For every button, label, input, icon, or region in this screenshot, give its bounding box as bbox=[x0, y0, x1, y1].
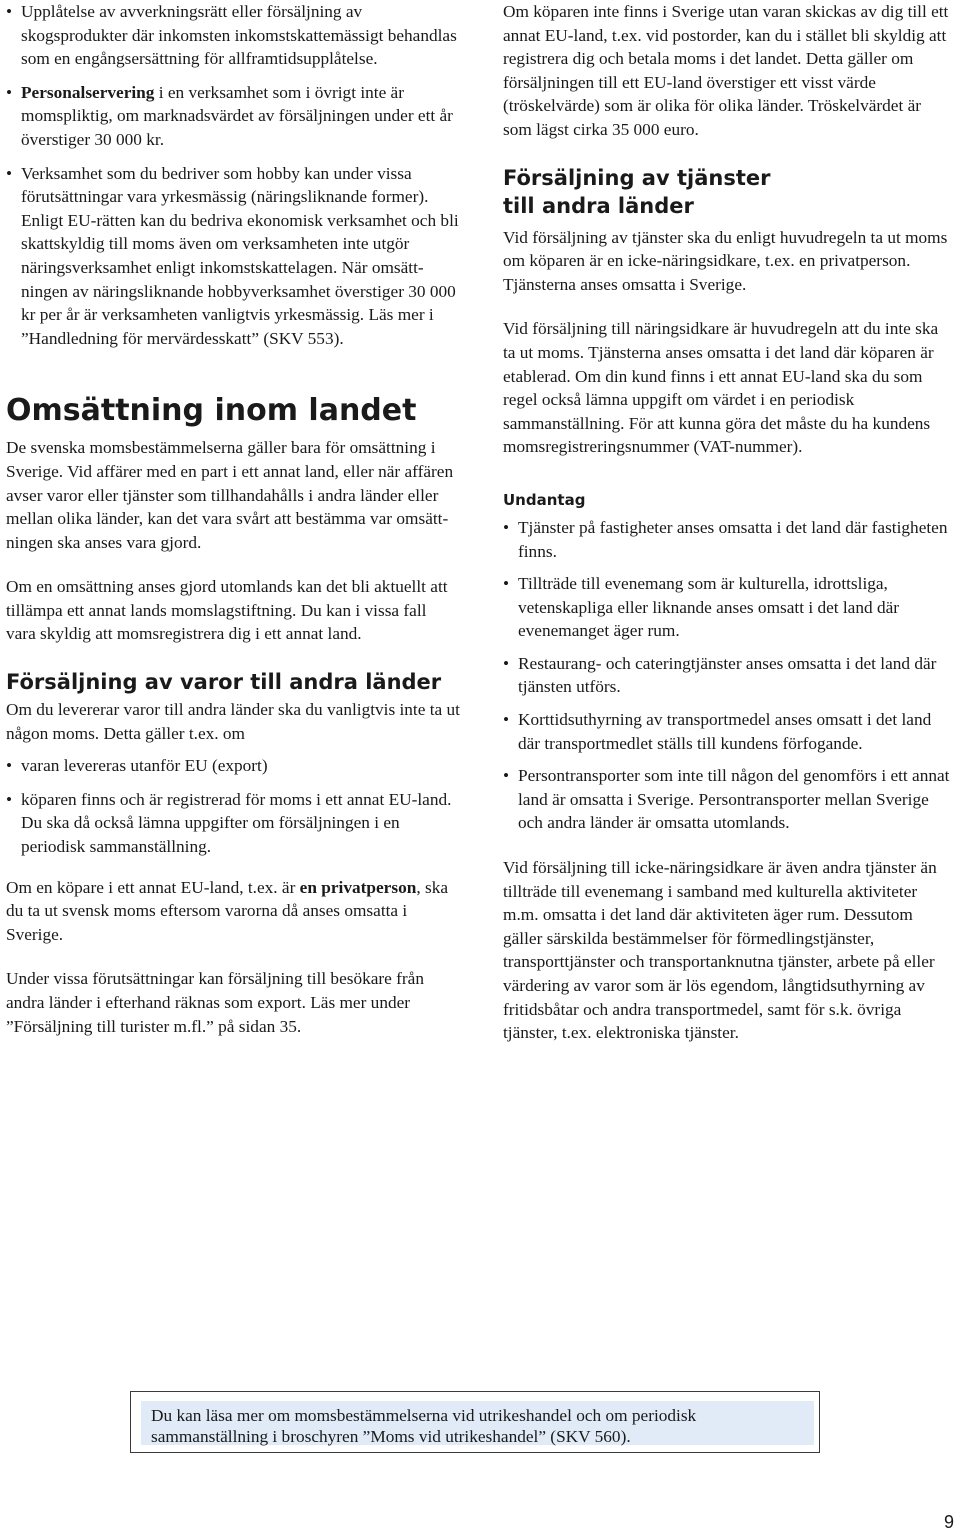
list-item: • Verksamhet som du bedriver som hobby kan under vissa förutsättningar vara yrkesmässig (näringsliknande former). Enligt EU-rätten kan du bedriva ekonomisk verksamhet och bli skattskyldig till moms även om verksamheten inte utgör näringsverksamhet enligt inkomstskattelagen. När omsättningen av näringsliknande hobbyverksamhet överstiger 30 000 kr per år är verksamheten vanligtvis yrkesmässig. Läs mer i ”Handledning för mervärdesskatt” (SKV 553). bbox=[6, 162, 460, 351]
services-heading: Försäljning av tjänster till andra länder bbox=[503, 165, 771, 218]
info-box bbox=[130, 1391, 820, 1453]
paragraph: Om köparen inte finns i Sverige utan varan skickas av dig till ett annat EU-land, t.ex. vid postorder, kan du i stället bli skyldig att registrera dig och betala moms i det landet. Detta gäller om försäljningen till ett EU-land överstiger ett visst värde (tröskelvärde) som är olika för olika länder. Tröskelvärdet är som lägst cirka 35 000 euro. bbox=[503, 2, 949, 139]
goods-heading: Försäljning av varor till andra länder bbox=[6, 670, 442, 695]
right-column bbox=[503, 0, 953, 1045]
list-item: • Personalservering i en verksamhet som i övrigt inte är momspliktig, om marknadsvärdet av försäljningen under ett år överstiger 30 000 kr. bbox=[6, 81, 460, 152]
exceptions-bullet-list bbox=[503, 516, 953, 835]
left-column bbox=[6, 0, 460, 1038]
intro-bullet-list bbox=[6, 0, 460, 350]
paragraph: Om du levererar varor till andra länder ska du vanligtvis inte ta ut någon moms. Detta gäller t.ex. om bbox=[6, 700, 460, 743]
exceptions-heading: Undantag bbox=[503, 490, 586, 509]
bold-term: Personalservering bbox=[21, 82, 155, 102]
paragraph: Vid försäljning till näringsidkare är huvudregeln att du inte ska ta ut moms. Tjänsterna anses omsatta i det land där köparen är etablerad. Om din kund finns i ett annat EU-land ska du som regel också lämna uppgift om värdet i en periodisk sammanställning. För att kunna göra det måste du ha kundens momsregistreringsnummer (VAT-nummer). bbox=[503, 319, 939, 457]
page-number: 9 bbox=[943, 1512, 954, 1532]
paragraph: Vid försäljning av tjänster ska du enligt huvudregeln ta ut moms om köparen är en icke-näringsidkare, t.ex. en privatperson. Tjänsterna anses omsatta i Sverige. bbox=[503, 227, 948, 294]
paragraph: Om en omsättning anses gjord utomlands kan det bli aktuellt att tillämpa ett annat lands momslagstiftning. Du kan i vissa fall vara skyldig att momsregistrera dig i ett annat land. bbox=[6, 577, 448, 644]
info-box-text: Du kan läsa mer om momsbestämmelserna vid utrikeshandel och om periodisk sammanställning i broschyren ”Moms vid utrikeshandel” (SKV 560). bbox=[141, 1401, 814, 1445]
list-item: • köparen finns och är registrerad för moms i ett annat EU-land. Du ska då också lämna uppgifter om försäljningen i en periodisk sammanställning. bbox=[6, 788, 460, 859]
bold-term: en privatperson bbox=[299, 877, 417, 897]
list-item: • Tillträde till evenemang som är kulturella, idrottsliga, vetenskapliga eller liknande anses omsatt i det land där evenemanget äger rum. bbox=[503, 572, 953, 643]
paragraph: De svenska momsbestämmelserna gäller bara för omsättning i Sverige. Vid affärer med en part i ett annat land, eller när affären avser varor eller tjänster som tillhandahålls i andra länder eller mellan olika länder, kan det vara svårt att bestämma var omsättningen ska anses vara gjord. bbox=[6, 438, 454, 552]
domestic-heading: Omsättning inom landet bbox=[6, 393, 417, 429]
list-item: • Persontransporter som inte till någon del genomförs i ett annat land är omsatta i Sverige. Persontransporter mellan Sverige och andra länder är omsatta utomlands. bbox=[503, 764, 953, 835]
goods-bullet-list bbox=[6, 754, 460, 858]
list-item: • Upplåtelse av avverkningsrätt eller försäljning av skogsprodukter där inkomsten inkomstskattemässigt behandlas som en engångsersättning för allframtidsupplåtelse. bbox=[6, 0, 460, 71]
list-item: • Korttidsuthyrning av transportmedel anses omsatt i det land där transportmedlet ställs till kundens förfogande. bbox=[503, 708, 953, 755]
list-item: • Tjänster på fastigheter anses omsatta i det land där fastigheten finns. bbox=[503, 516, 953, 563]
paragraph: Vid försäljning till icke-näringsidkare är även andra tjänster än tillträde till evenemang i samband med kulturella aktiviteter m.m. omsatta i det land där aktiviteten äger rum. Dessutom gäller särskilda bestämmelser för förmedlingstjänster, transporttjänster och transportanknutna tjänster, arbete på eller värdering av varor som är lös egendom, långtidsuthyrning av fritidsbåtar och andra transportmedel, samt för s.k. övriga tjänster, t.ex. elektroniska tjänster. bbox=[503, 858, 937, 1043]
paragraph: Under vissa förutsättningar kan försäljning till besökare från andra länder i efterhand räknas som export. Läs mer under ”Försäljning till turister m.fl.” på sidan 35. bbox=[6, 969, 424, 1036]
list-item: • varan levereras utanför EU (export) bbox=[6, 754, 460, 778]
private-buyer-paragraph: Om en köpare i ett annat EU-land, t.ex. är en privatperson, ska du ta ut svensk moms eftersom varorna då anses omsatta i Sverige. bbox=[6, 877, 449, 944]
list-item: • Restaurang- och cateringtjänster anses omsatta i det land där tjänsten utförs. bbox=[503, 652, 953, 699]
